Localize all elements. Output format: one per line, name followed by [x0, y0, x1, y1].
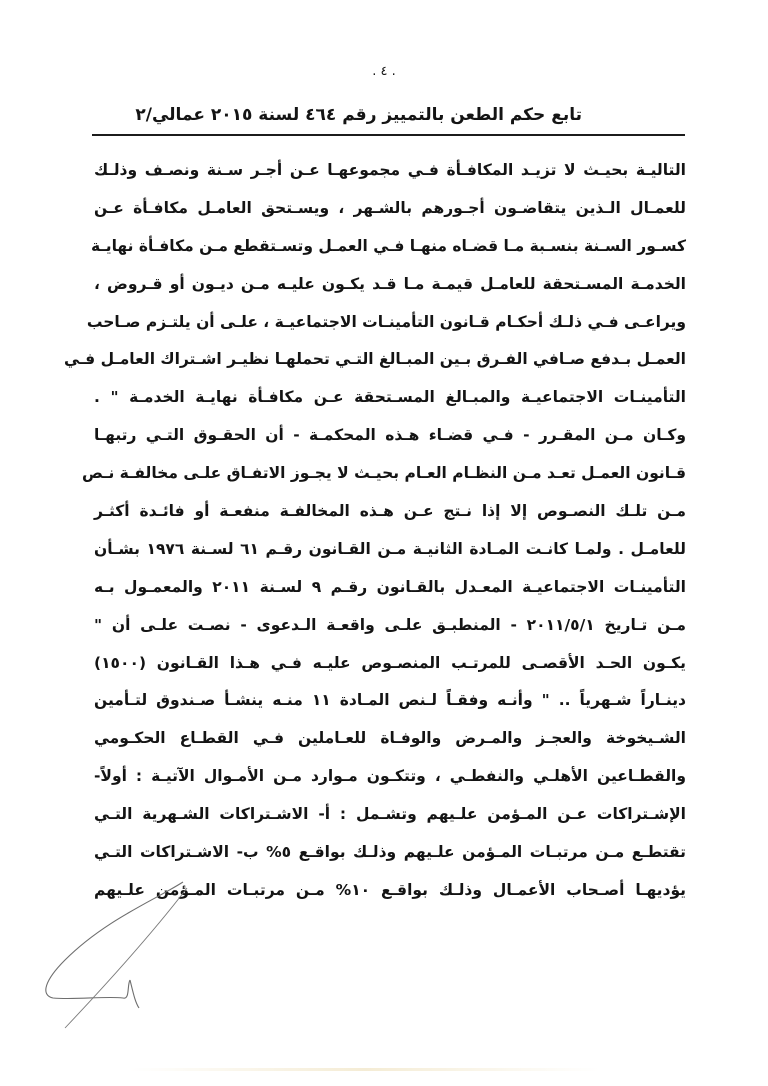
- text-line: يؤديهـا أصـحاب الأعمـال وذلـك بواقـع ١٠% مـن مرتبـات المـؤمن علـيهم: [94, 880, 686, 899]
- text-line: كسـور السـنة بنسـبة مـا قضـاه منهـا فـي العمـل وتسـتقطع مـن مكافـأة نهايـة: [91, 236, 686, 255]
- text-line: التأمينـات الاجتماعيـة والمبـالغ المسـتحقة عـن مكافـأة نهايـة الخدمـة " .: [94, 388, 686, 407]
- page-number: . ٤ .: [372, 64, 396, 79]
- text-line: قـانون العمـل تعـد مـن النظـام العـام بحيـث لا يجـوز الاتفـاق علـى مخالفـة نـص: [82, 464, 686, 483]
- text-line: مـن تـاريخ ٢٠١١/٥/١ - المنطبـق علـى واقعـة الـدعوى - نصـت علـى أن ": [94, 615, 686, 634]
- text-line: الإشـتراكات عـن المـؤمن علـيهم وتشـمل : أ- الاشـتراكات الشـهرية التـي: [94, 805, 686, 824]
- text-line: الشـيخوخة والعجـز والمـرض والوفـاة للعـاملين فـي القطـاع الحكـومي: [94, 729, 686, 748]
- text-line: العمـل بـدفع صـافي الفـرق بـين المبـالغ التـي تحملهـا نظيـر اشـتراك العامـل فـي: [64, 350, 686, 369]
- header-title: تابع حكم الطعن بالتمييز رقم ٤٦٤ لسنة ٢٠١٥ عمالي/٢: [135, 105, 582, 125]
- text-line: والقطـاعين الأهلـي والنفطـي ، وتتكـون مـوارد مـن الأمـوال الآتيـة : أولاً-: [94, 767, 686, 786]
- scan-artifact: [130, 1068, 600, 1071]
- text-line: مـن تلـك النصـوص إلا إذا نـتج عـن هـذه المخالفـة منفعـة أو فائـدة أكثـر: [94, 502, 686, 521]
- text-line: التاليـة بحيـث لا تزيـد المكافـأة فـي مجموعهـا عـن أجـر سـنة ونصـف وذلـك: [94, 161, 686, 179]
- body-text: [64, 152, 686, 910]
- text-line: الخدمـة المسـتحقة للعامـل قيمـة مـا قـد يكـون عليـه مـن ديـون أو قـروض ،: [94, 274, 686, 293]
- text-line: دينـاراً شـهرياً .. " وأنـه وفقـاً لـنص المـادة ١١ منـه ينشـأ صـندوق لتـأمين: [94, 691, 686, 710]
- signature-icon: [35, 880, 225, 1030]
- signature-stroke: [46, 882, 183, 999]
- header-divider: [92, 134, 685, 136]
- text-line: يكـون الحـد الأقصـى للمرتـب المنصـوص عليـه فـي هـذا القـانون (١٥٠٠): [94, 653, 686, 672]
- text-line: ويراعـى فـي ذلـك أحكـام قـانون التأمينـات الاجتماعيـة ، علـى أن يلتـزم صـاحب: [86, 312, 686, 331]
- signature-stroke: [65, 888, 187, 1028]
- text-line: وكـان مـن المقـرر - فـي قضـاء هـذه المحكمـة - أن الحقـوق التـي رتبهـا: [94, 426, 686, 445]
- text-line: تقتطـع مـن مرتبـات المـؤمن علـيهم وذلـك بواقـع ٥% ب- الاشـتراكات التـي: [94, 843, 686, 862]
- signature-stroke: [130, 980, 139, 1008]
- text-line: التأمينـات الاجتماعيـة المعـدل بالقـانون رقـم ٩ لسـنة ٢٠١١ والمعمـول بـه: [94, 577, 686, 596]
- text-line: للعامـل . ولمـا كانـت المـادة الثانيـة مـن القـانون رقـم ٦١ لسـنة ١٩٧٦ بشـأن: [94, 539, 686, 558]
- text-line: للعمـال الـذين يتقاضـون أجـورهم بالشـهر ، ويسـتحق العامـل مكافـأة عـن: [94, 198, 686, 217]
